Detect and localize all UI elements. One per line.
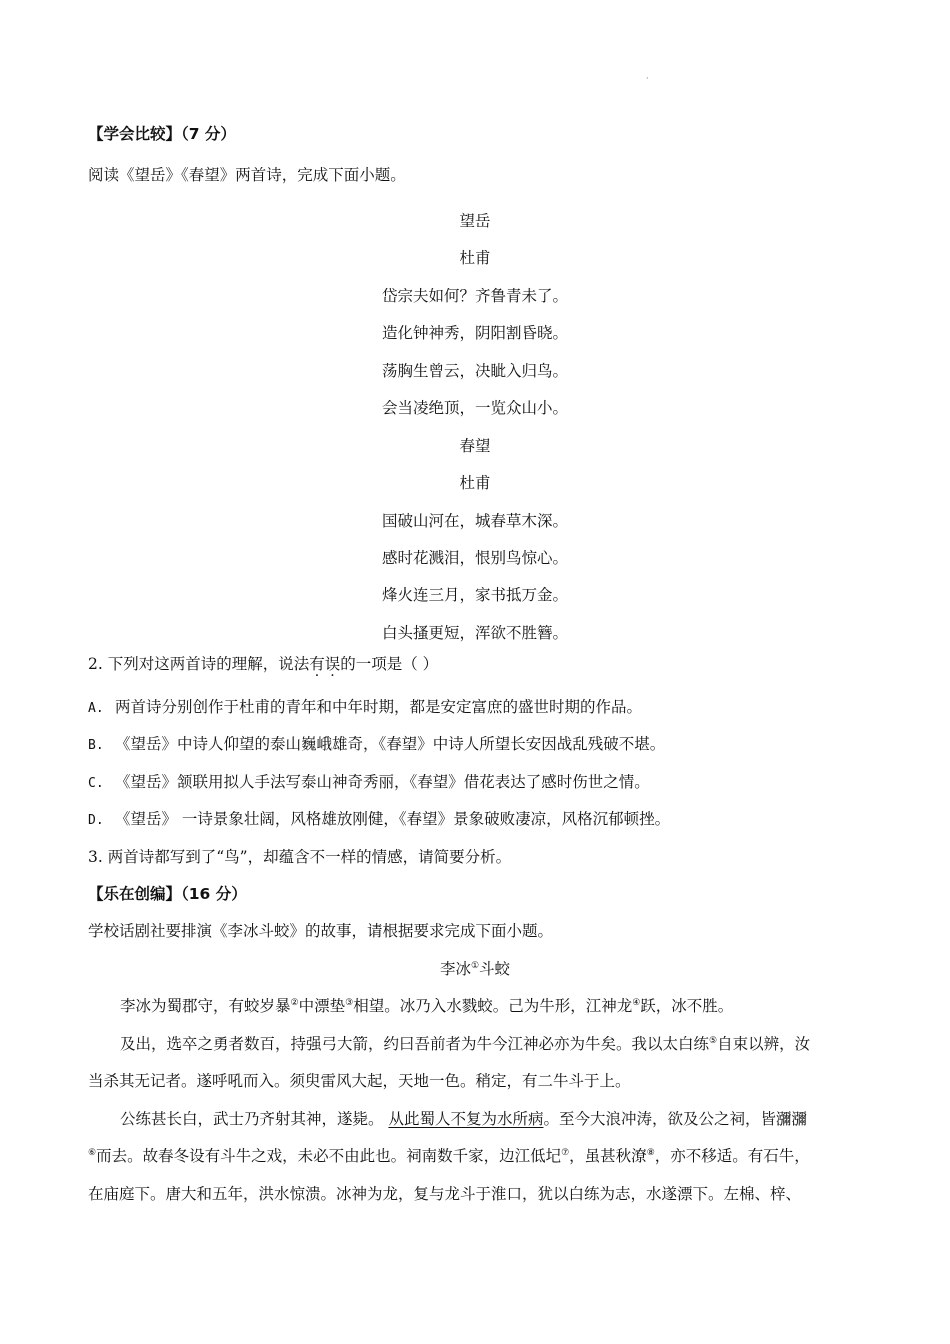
option-label: A. — [88, 701, 104, 716]
poem1-line: 造化钟神秀，阴阳割昏晓。 — [381, 324, 568, 342]
corner-mark: · — [646, 74, 649, 83]
story-title-text: 斗蛟 — [479, 960, 511, 978]
option-label: D. — [88, 813, 104, 828]
underlined-sentence: 从此蜀人不复为水所病 — [388, 1110, 544, 1128]
option-d — [88, 808, 670, 832]
poem2-author: 杜甫 — [459, 474, 491, 492]
footnote-marker: ④ — [632, 997, 641, 1008]
story-text: 跃，冰不胜。 — [640, 997, 734, 1015]
poem2-line: 感时花溅泪，恨别鸟惊心。 — [381, 549, 568, 567]
poem1-title: 望岳 — [459, 212, 491, 230]
question-3: 3. 两首诗都写到了“鸟”，却蕴含不一样的情感，请简要分析。 — [88, 848, 512, 866]
option-label: C. — [88, 776, 104, 791]
section-title-compare: 【学会比较】（7 分） — [88, 125, 236, 143]
section-intro-create: 学校话剧社要排演《李冰斗蛟》的故事，请根据要求完成下面小题。 — [88, 922, 554, 940]
footnote-marker: ⑦ — [561, 1147, 570, 1158]
story-text: 相望。冰乃入水戮蛟。己为牛形，江神龙 — [353, 997, 633, 1015]
story-text: 而去。故春冬设有斗牛之戏，未必不由此也。祠南数千家，边江低圮 — [96, 1147, 562, 1165]
footnote-marker: ⑥ — [88, 1147, 97, 1158]
emphasis-char: 误 — [324, 655, 341, 673]
poem2-line: 国破山河在，城春草木深。 — [381, 512, 568, 530]
footnote-marker: ① — [470, 960, 480, 971]
story-text: ，虽甚秋潦 — [569, 1147, 647, 1165]
story-paragraph-3 — [120, 1108, 807, 1130]
story-paragraph-1 — [120, 995, 733, 1017]
option-text: 《望岳》 一诗景象壮阔，风格雄放刚健，《春望》景象破败凄凉，风格沉郁顿挫。 — [115, 810, 671, 828]
emphasis-char: 有 — [309, 655, 325, 673]
story-text: ，亦不移适。有石牛， — [654, 1147, 810, 1165]
option-text: 《望岳》中诗人仰望的泰山巍峨雄奇，《春望》中诗人所望长安因战乱残破不堪。 — [115, 735, 666, 753]
option-b — [88, 733, 665, 757]
story-paragraph-3-cont — [88, 1145, 810, 1167]
footnote-marker: ⑤ — [709, 1035, 718, 1046]
story-text: 李冰为蜀郡守，有蛟岁暴 — [120, 997, 291, 1015]
story-text: 及出，选卒之勇者数百，持强弓大箭，约曰吾前者为牛今江神必亦为牛矣。我以太白练 — [120, 1035, 710, 1053]
story-title-text: 李冰 — [439, 960, 471, 978]
section-intro-compare: 阅读《望岳》《春望》两首诗，完成下面小题。 — [88, 166, 406, 184]
poem1-line: 岱宗夫如何？齐鲁青未了。 — [381, 287, 568, 305]
poem1-line: 荡胸生曾云，决眦入归鸟。 — [381, 362, 568, 380]
poem2-title: 春望 — [459, 437, 491, 455]
option-text: 两首诗分别创作于杜甫的青年和中年时期，都是安定富庶的盛世时期的作品。 — [115, 698, 643, 716]
story-title — [0, 958, 950, 980]
question-2-post: 的一项是（ ） — [340, 655, 439, 673]
poem1-line: 会当凌绝顶，一览众山小。 — [381, 399, 568, 417]
option-c — [88, 771, 650, 795]
poem2-line: 烽火连三月，家书抵万金。 — [381, 586, 568, 604]
story-paragraph-2 — [120, 1033, 810, 1055]
footnote-marker: ② — [290, 997, 299, 1008]
story-text: 自束以辨，汝 — [717, 1035, 811, 1053]
story-paragraph-2-cont: 当杀其无记者。遂呼吼而入。须臾雷风大起，天地一色。稍定，有二牛斗于上。 — [88, 1072, 631, 1090]
option-label: B. — [88, 738, 104, 753]
section-title-create: 【乐在创编】（16 分） — [88, 885, 247, 903]
story-text: 。至今大浪冲涛，欲及公之祠，皆瀰瀰 — [543, 1110, 807, 1128]
poem1-author: 杜甫 — [459, 249, 491, 267]
option-a — [88, 696, 642, 720]
story-text: 中漂垫 — [298, 997, 346, 1015]
poem2-line: 白头搔更短，浑欲不胜簪。 — [381, 624, 568, 642]
footnote-marker: ⑧ — [646, 1147, 655, 1158]
story-text: 公练甚长白，武士乃齐射其神，遂毙。 — [120, 1110, 389, 1128]
question-2 — [88, 653, 438, 675]
option-text: 《望岳》颔联用拟人手法写泰山神奇秀丽，《春望》借花表达了感时伤世之情。 — [115, 773, 650, 791]
footnote-marker: ③ — [345, 997, 354, 1008]
question-2-pre: 2. 下列对这两首诗的理解，说法 — [88, 655, 310, 673]
story-paragraph-3-cont2: 在庙庭下。唐大和五年，洪水惊溃。冰神为龙，复与龙斗于淮口，犹以白练为志，水遂漂下。左棉、梓、 — [88, 1185, 802, 1203]
